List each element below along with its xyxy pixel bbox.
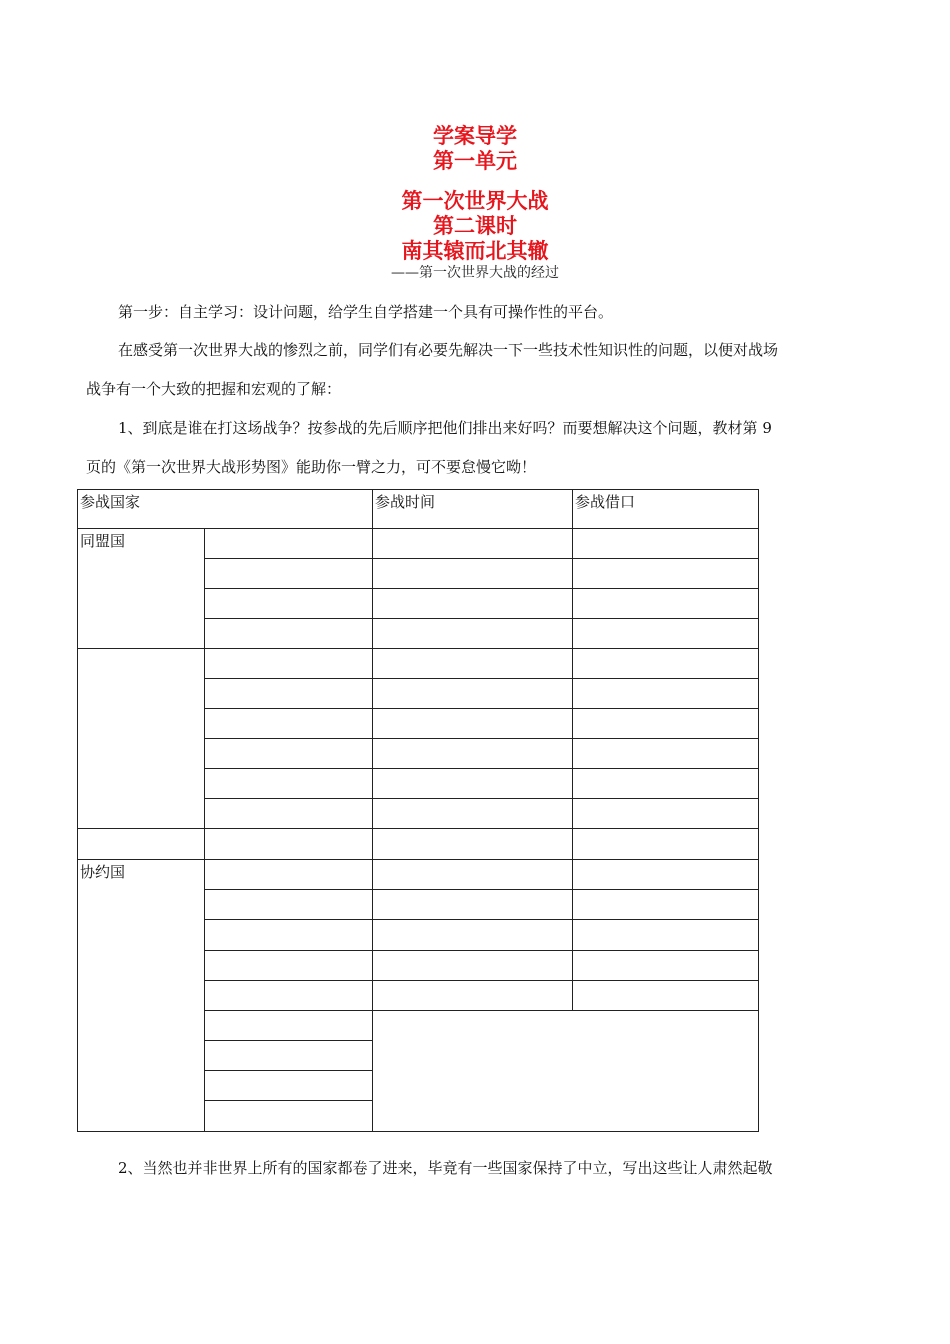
table-cell[interactable] [205,1010,373,1040]
table-cell[interactable] [205,649,373,679]
table-cell[interactable] [373,739,573,769]
table-cell[interactable] [373,529,573,559]
table-cell[interactable] [373,920,573,950]
table-cell[interactable] [205,559,373,589]
title-line-3: 第一次世界大战 [401,189,549,213]
merged-blank-area [373,1010,759,1131]
title-line-2: 第一单元 [433,149,517,173]
table-cell[interactable] [373,799,573,829]
table-cell[interactable] [205,799,373,829]
table-cell[interactable] [205,1100,373,1131]
table-cell[interactable] [373,619,573,649]
header-pretext: 参战借口 [573,490,759,529]
table-cell[interactable] [205,950,373,980]
participants-table [77,489,759,1132]
table-cell[interactable] [205,739,373,769]
table-cell[interactable] [373,950,573,980]
table-cell[interactable] [573,649,759,679]
intro-text-line2: 战争有一个大致的把握和宏观的了解： [86,380,342,398]
table-cell[interactable] [573,980,759,1010]
table-cell[interactable] [373,559,573,589]
table-cell[interactable] [205,920,373,950]
table-cell[interactable] [205,619,373,649]
title-line-5: 南其辕而北其辙 [401,239,549,263]
table-cell[interactable] [573,920,759,950]
table-cell[interactable] [573,529,759,559]
table-cell[interactable] [205,679,373,709]
table-cell[interactable] [573,559,759,589]
table-cell[interactable] [205,1040,373,1070]
table-cell[interactable] [573,950,759,980]
table-cell[interactable] [373,890,573,920]
title-line-4: 第二课时 [433,214,517,238]
header-time: 参战时间 [373,490,573,529]
table-cell[interactable] [373,679,573,709]
title-block [0,124,950,282]
table-cell[interactable] [205,529,373,559]
header-country: 参战国家 [78,490,373,529]
table-cell[interactable] [205,1070,373,1100]
table-cell[interactable] [205,769,373,799]
table-cell[interactable] [573,860,759,890]
question1-line1: 1、到底是谁在打这场战争？按参战的先后顺序把他们排出来好吗？而要想解决这个问题，教材第 9 [118,419,772,437]
table-cell[interactable] [573,709,759,739]
table-cell[interactable] [573,739,759,769]
question2-line1: 2、当然也并非世界上所有的国家都卷了进来，毕竟有一些国家保持了中立，写出这些让人肃然起敬 [118,1159,773,1177]
table-cell[interactable] [373,589,573,619]
question1-line2: 页的《第一次世界大战形势图》能助你一臂之力，可不要怠慢它呦！ [86,458,537,476]
table-cell[interactable] [205,980,373,1010]
table-cell[interactable] [573,890,759,920]
table-cell[interactable] [205,860,373,890]
table-cell[interactable] [373,860,573,890]
table-cell[interactable] [573,589,759,619]
group-blank [78,649,205,829]
table-cell[interactable] [205,890,373,920]
title-line-1: 学案导学 [433,124,517,148]
subtitle: ——第一次世界大战的经过 [391,265,559,281]
table-cell[interactable] [373,980,573,1010]
table-cell[interactable] [573,799,759,829]
table-cell[interactable] [373,649,573,679]
table-cell[interactable] [373,829,573,860]
intro-text-line1: 在感受第一次世界大战的惨烈之前，同学们有必要先解决一下一些技术性知识性的问题，以便对战场 [118,341,779,359]
group-central-powers: 同盟国 [78,529,205,649]
group-blank-single [78,829,205,860]
table-cell[interactable] [373,709,573,739]
table-cell[interactable] [205,829,373,860]
step1-text: 第一步：自主学习：设计问题，给学生自学搭建一个具有可操作性的平台。 [118,303,614,321]
table-cell[interactable] [573,769,759,799]
table-cell[interactable] [573,619,759,649]
table-cell[interactable] [573,679,759,709]
table-cell[interactable] [205,589,373,619]
table-cell[interactable] [205,709,373,739]
table-cell[interactable] [573,829,759,860]
table-cell[interactable] [373,769,573,799]
group-allied-powers: 协约国 [78,860,205,1132]
